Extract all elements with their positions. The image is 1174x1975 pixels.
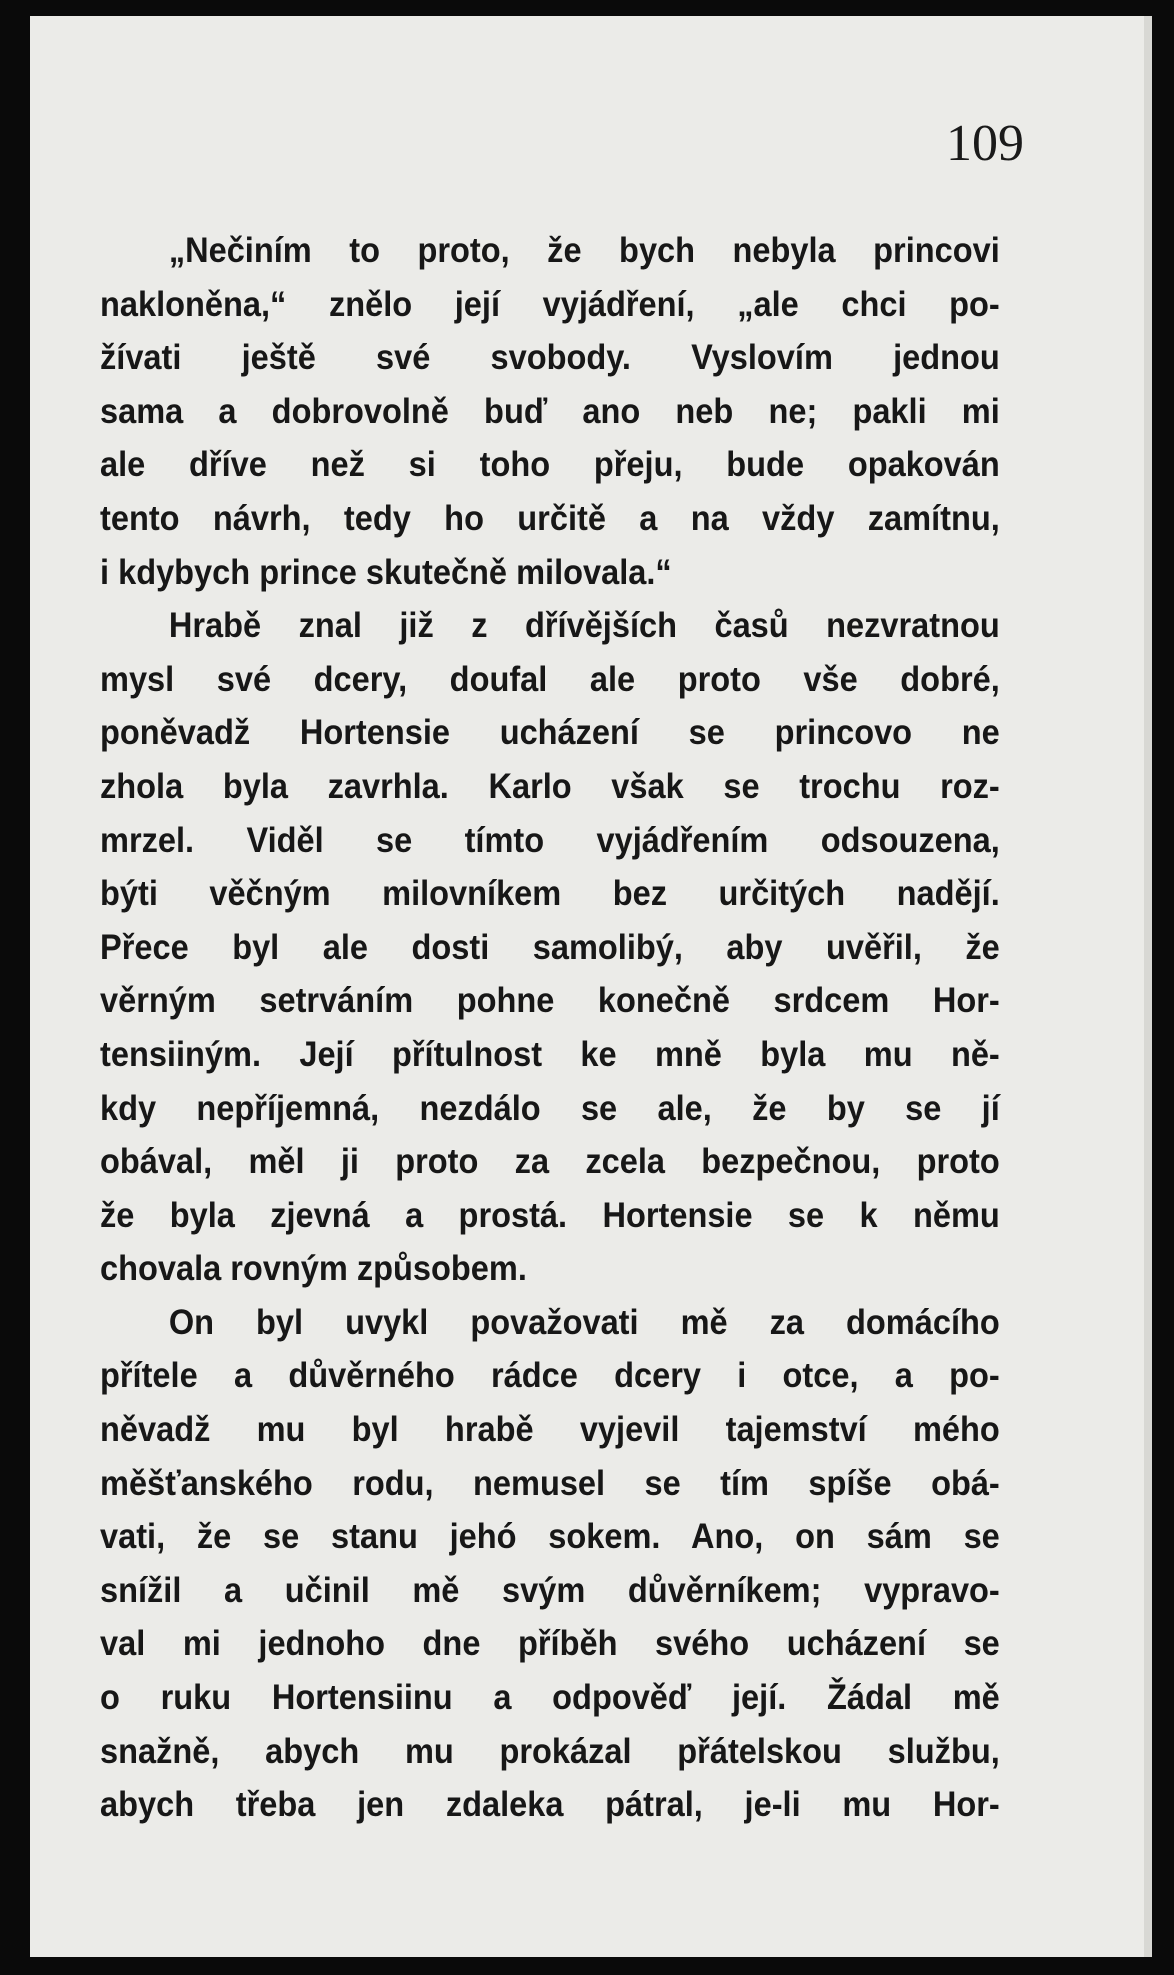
text-line: tento návrh, tedy ho určitě a na vždy zamítnu, bbox=[100, 498, 1000, 538]
text-line: sama a dobrovolně buď ano neb ne; pakli mi bbox=[100, 391, 1000, 431]
text-line: Přece byl ale dosti samolibý, aby uvěřil, že bbox=[100, 927, 1000, 967]
text-line: přítele a důvěrného rádce dcery i otce, a po- bbox=[100, 1356, 1000, 1396]
body-text bbox=[100, 224, 1000, 1832]
text-line: val mi jednoho dne příběh svého ucházení se bbox=[100, 1624, 1000, 1664]
book-page bbox=[30, 16, 1152, 1957]
text-line: že byla zjevná a prostá. Hortensie se k němu bbox=[100, 1195, 1000, 1235]
text-line: věrným setrváním pohne konečně srdcem Hor- bbox=[100, 981, 1000, 1021]
text-line: poněvadž Hortensie ucházení se princovo ne bbox=[100, 713, 1000, 753]
text-line: o ruku Hortensiinu a odpověď její. Žádal mě bbox=[100, 1678, 1000, 1718]
text-line: abych třeba jen zdaleka pátral, je-li mu Hor- bbox=[100, 1785, 1000, 1825]
text-line: býti věčným milovníkem bez určitých nadějí. bbox=[100, 874, 1000, 914]
text-line: ale dříve než si toho přeju, bude opakován bbox=[100, 445, 1000, 485]
text-line: „Nečiním to proto, že bych nebyla princovi bbox=[168, 231, 1000, 270]
text-line: žívati ještě své svobody. Vyslovím jednou bbox=[100, 338, 1000, 378]
text-line: obával, měl ji proto za zcela bezpečnou, proto bbox=[100, 1142, 1000, 1182]
text-line: chovala rovným způsobem. bbox=[100, 1249, 527, 1289]
text-line: snížil a učinil mě svým důvěrníkem; vypravo- bbox=[100, 1570, 1000, 1610]
text-line: nakloněna,“ znělo její vyjádření, „ale chci po- bbox=[100, 284, 1000, 324]
text-line: vati, že se stanu jehó sokem. Ano, on sám se bbox=[100, 1517, 1000, 1557]
text-line: měšťanského rodu, nemusel se tím spíše obá- bbox=[100, 1463, 1000, 1503]
text-line: zhola byla zavrhla. Karlo však se trochu roz- bbox=[100, 766, 1000, 806]
text-line: mrzel. Viděl se tímto vyjádřením odsouzena, bbox=[100, 820, 1000, 860]
text-line: snažně, abych mu prokázal přátelskou službu, bbox=[100, 1731, 1000, 1771]
text-line: Hrabě znal již z dřívějších časů nezvratnou bbox=[168, 606, 1000, 646]
text-line: kdy nepříjemná, nezdálo se ale, že by se jí bbox=[100, 1088, 1000, 1128]
text-line: tensiiným. Její přítulnost ke mně byla mu ně- bbox=[100, 1034, 1000, 1074]
text-line: i kdybych prince skutečně milovala.“ bbox=[100, 552, 672, 592]
text-line: On byl uvykl považovati mě za domácího bbox=[168, 1302, 1000, 1342]
text-line: něvadž mu byl hrabě vyjevil tajemství mého bbox=[100, 1410, 1000, 1450]
text-line: mysl své dcery, doufal ale proto vše dobré, bbox=[100, 659, 1000, 699]
page-number: 109 bbox=[946, 115, 1024, 172]
